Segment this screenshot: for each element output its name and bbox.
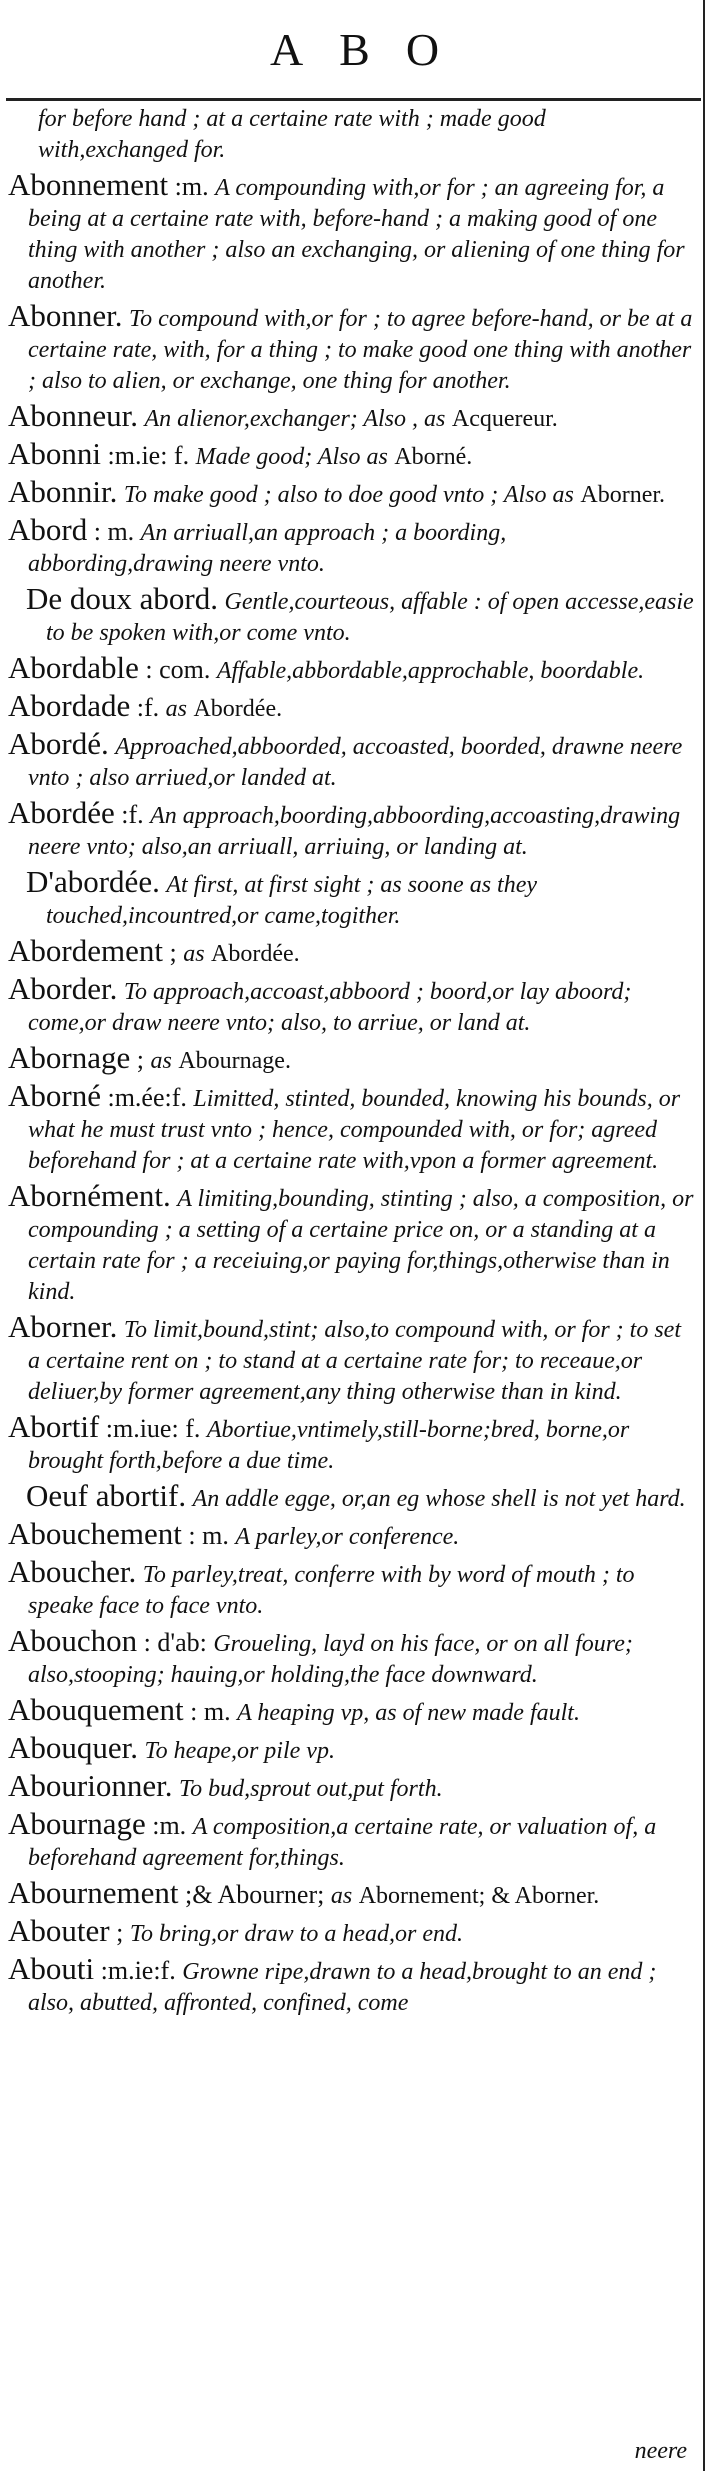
entry-cross-reference: Acquereur. (451, 406, 558, 432)
entry-grammar: :m. (174, 172, 209, 201)
entry-grammar: : d'ab: (143, 1628, 207, 1657)
entry-definition: Affable,abbordable,approchable, boordable. (216, 658, 645, 684)
entry-cross-reference: Abordée. (193, 696, 283, 722)
dictionary-entry (8, 1409, 697, 1476)
entry-headword: Abonnir. (8, 474, 118, 509)
entry-headword: Abouti (8, 1951, 95, 1986)
right-border-rule (703, 0, 705, 2471)
entry-definition: as (150, 1048, 172, 1074)
entry-grammar: : m. (190, 1697, 231, 1726)
dictionary-entry (8, 650, 697, 686)
entry-definition: A parley,or conference. (235, 1524, 460, 1550)
entry-definition: for before hand ; at a certaine rate with ; made good with,exchanged for. (38, 106, 546, 163)
dictionary-entry (8, 1875, 697, 1911)
catchword: neere (634, 2438, 687, 2464)
entry-definition: An alienor,exchanger; Also , as (144, 406, 446, 432)
entry-definition: Groueling, layd on his face, or on all foure; also,stooping; hauing,or holding,the face downward. (28, 1631, 633, 1688)
entry-definition: as (165, 696, 187, 722)
entry-definition: Abortiue,vntimely,still-borne;bred, borne,or brought forth,before a due time. (28, 1417, 630, 1474)
dictionary-entry (8, 512, 697, 579)
entry-definition: A composition,a certaine rate, or valuation of, a beforehand agreement for,things. (28, 1814, 657, 1871)
entry-headword: Abordée (8, 795, 115, 830)
entry-grammar: :m.ée:f. (107, 1083, 187, 1112)
entry-headword: Abornage (8, 1040, 131, 1075)
entry-headword: Abourionner. (8, 1768, 173, 1803)
entry-headword: Abonnement (8, 167, 169, 202)
header-title: ABO (269, 23, 476, 75)
entry-grammar: ;& Abourner; (184, 1880, 325, 1909)
entry-definition: To compound with,or for ; to agree before-hand, or be at a certaine rate, with, for a thing ; to make good one thing with another ; also to alien, or exchange, one thing for another. (28, 306, 693, 394)
entry-headword: Aborner. (8, 1309, 118, 1344)
entry-definition: Limitted, stinted, bounded, knowing his bounds, or what he must trust vnto ; hence, compounded with, or for; agreed beforehand for ; at a certaine rate with,vpon a former agreement. (28, 1086, 681, 1174)
entry-cross-reference: Aborner. (580, 482, 666, 508)
entry-definition: To make good ; also to doe good vnto ; Also as (123, 482, 574, 508)
entry-definition: To bring,or draw to a head,or end. (129, 1921, 463, 1947)
dictionary-entry (8, 1692, 697, 1728)
entry-headword: Abournement (8, 1875, 179, 1910)
entry-headword: Aborder. (8, 971, 118, 1006)
entry-grammar: : com. (145, 655, 211, 684)
entry-headword: Abortif (8, 1409, 100, 1444)
entry-headword: Abouchement (8, 1516, 182, 1551)
entry-headword: Abordade (8, 688, 131, 723)
entry-headword: Abornément. (8, 1178, 171, 1213)
entry-headword: Abonner. (8, 298, 123, 333)
entry-definition: At first, at first sight ; as soone as they touched,incountred,or came,togither. (46, 872, 538, 929)
entry-grammar: ; (136, 1045, 144, 1074)
dictionary-entry (8, 436, 697, 472)
entry-headword: Aboucher. (8, 1554, 137, 1589)
entry-headword: Oeuf abortif. (26, 1478, 187, 1513)
entry-grammar: :m.iue: f. (105, 1414, 201, 1443)
dictionary-entry (8, 795, 697, 862)
entry-cross-reference: Aborné. (394, 444, 473, 470)
dictionary-entry (8, 1768, 697, 1804)
dictionary-entry (8, 1078, 697, 1176)
entry-headword: Abouchon (8, 1623, 138, 1658)
entry-definition: as (330, 1883, 353, 1909)
dictionary-entry (8, 1309, 697, 1407)
dictionary-entry (8, 1554, 697, 1621)
entry-grammar: :m.ie: f. (107, 441, 190, 470)
entry-definition: Made good; Also as (195, 444, 388, 470)
dictionary-entry (8, 688, 697, 724)
dictionary-entry (8, 726, 697, 793)
entry-headword: Abonneur. (8, 398, 139, 433)
entry-definition: as (183, 941, 205, 967)
dictionary-entry (8, 1516, 697, 1552)
entry-headword: Abordement (8, 933, 163, 968)
entry-grammar: :m.ie:f. (100, 1956, 176, 1985)
dictionary-entry (8, 1623, 697, 1690)
dictionary-entry (8, 1178, 697, 1307)
dictionary-entry (8, 1913, 697, 1949)
entry-cross-reference: Abordée. (211, 941, 300, 967)
dictionary-entry (8, 933, 697, 969)
entry-headword: Abournage (8, 1806, 146, 1841)
entry-definition: An addle egge, or,an eg whose shell is not yet hard. (192, 1486, 686, 1512)
page-header (0, 0, 709, 98)
entry-definition: To parley,treat, conferre with by word of mouth ; to speake face to face vnto. (28, 1562, 635, 1619)
dictionary-entry (8, 398, 697, 434)
dictionary-entry (8, 971, 697, 1038)
entry-definition: Approached,abboorded, accoasted, boorded, drawne neere vnto ; also arriued,or landed at. (28, 734, 683, 791)
entry-definition: Gentle,courteous, affable : of open accesse,easie to be spoken with,or come vnto. (46, 589, 694, 646)
dictionary-entry (8, 103, 697, 165)
entry-definition: To heape,or pile vp. (144, 1738, 335, 1764)
entry-grammar: ; (116, 1918, 124, 1947)
entry-definition: A compounding with,or for ; an agreeing for, a being at a certaine rate with, before-hand ; a making good of one thing with another ; also an exchanging, or aliening of one thing for another. (28, 175, 685, 294)
entry-grammar: :f. (121, 800, 144, 829)
entry-grammar: ; (169, 938, 177, 967)
dictionary-entry (8, 1730, 697, 1766)
dictionary-entry (8, 1806, 697, 1873)
entry-cross-reference: Abournage. (178, 1048, 291, 1074)
entry-definition: A heaping vp, as of new made fault. (237, 1700, 580, 1726)
entry-definition: To bud,sprout out,put forth. (178, 1776, 443, 1802)
entry-grammar: : m. (93, 517, 135, 546)
entry-grammar: :f. (136, 693, 160, 722)
entry-headword: Abouter (8, 1913, 110, 1948)
entry-headword: Abord (8, 512, 88, 547)
entry-headword: Aborné (8, 1078, 101, 1113)
entry-headword: De doux abord. (26, 581, 218, 616)
entry-definition: An approach,boording,abboording,accoasting,drawing neere vnto; also,an arriuall, arriuing, or landing at. (28, 803, 681, 860)
entry-headword: D'abordée. (26, 864, 160, 899)
dictionary-entry (8, 1040, 697, 1076)
entry-headword: Abouquement (8, 1692, 184, 1727)
dictionary-entry (8, 167, 697, 296)
entry-definition: An arriuall,an approach ; a boording, abbording,drawing neere vnto. (28, 520, 507, 577)
dictionary-entry (8, 1951, 697, 2018)
entry-grammar: : m. (188, 1521, 229, 1550)
entry-definition: Growne ripe,drawn to a head,brought to an end ; also, abutted, affronted, confined, come (28, 1959, 657, 2016)
entry-headword: Abouquer. (8, 1730, 139, 1765)
dictionary-entry (8, 581, 697, 648)
entry-definition: To limit,bound,stint; also,to compound with, or for ; to set a certaine rent on ; to stand at a certaine rate for; to receaue,or deliuer,by former agreement,any thing otherwise than in kind. (28, 1317, 681, 1405)
entry-definition: A limiting,bounding, stinting ; also, a composition, or compounding ; a setting of a certaine price on, or a standing at a certain rate for ; a receiuing,or paying for,things,otherwise than in kind. (28, 1186, 694, 1305)
entry-headword: Abordable (8, 650, 139, 685)
entry-headword: Abordé. (8, 726, 109, 761)
dictionary-entry (8, 298, 697, 396)
entry-cross-reference: Abornement; & Aborner. (358, 1883, 600, 1909)
dictionary-entry (8, 474, 697, 510)
dictionary-entry (8, 1478, 697, 1514)
entry-list (0, 101, 709, 2018)
dictionary-entry (8, 864, 697, 931)
entry-grammar: :m. (152, 1811, 187, 1840)
entry-definition: To approach,accoast,abboord ; boord,or lay aboord; come,or draw neere vnto; also, to arriue, or land at. (28, 979, 632, 1036)
entry-headword: Abonni (8, 436, 101, 471)
